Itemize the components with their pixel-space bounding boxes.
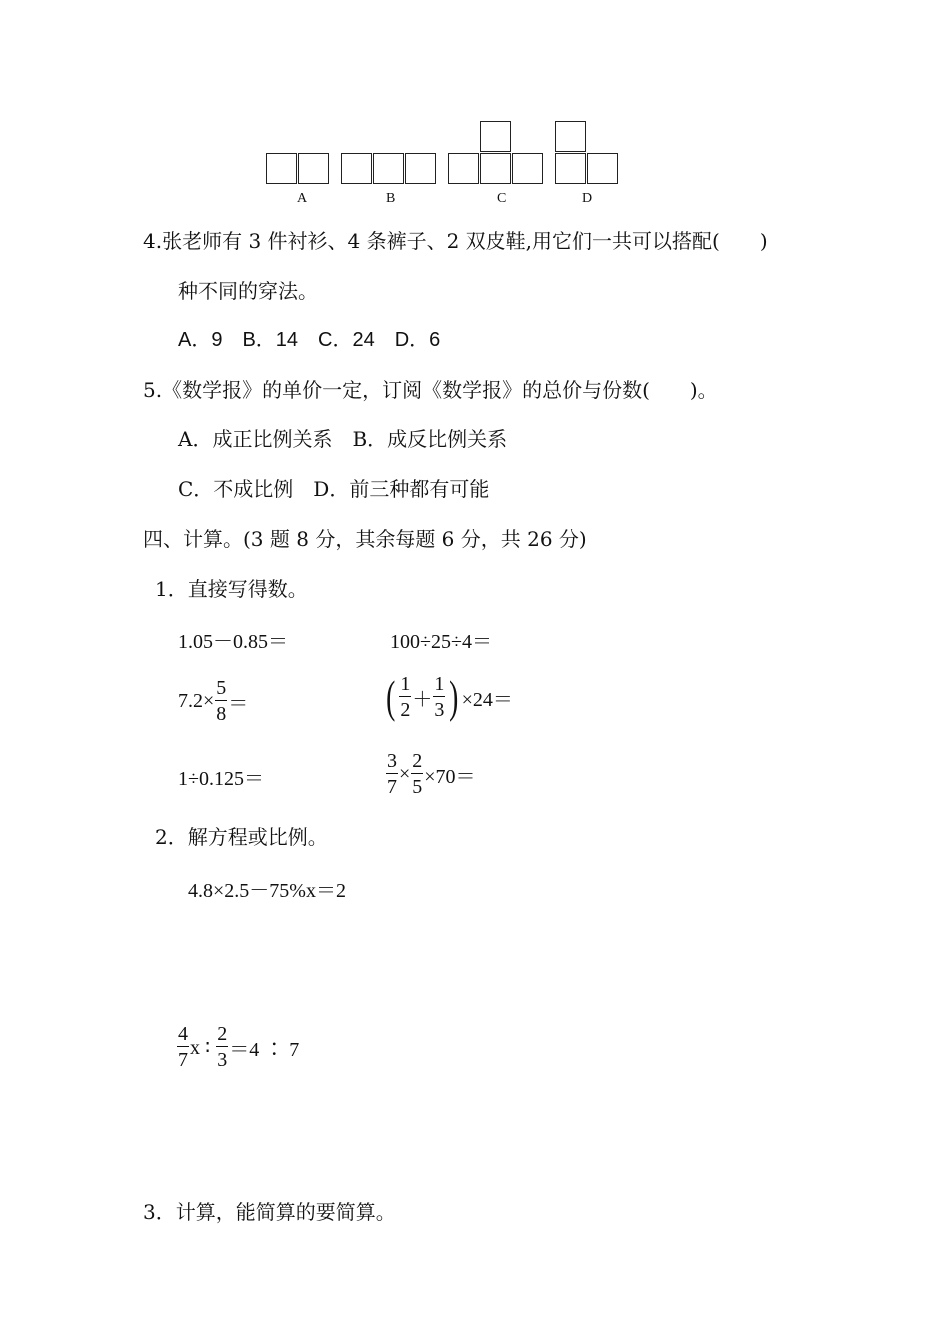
net-d-cell — [555, 121, 586, 152]
q4-stem-line2: 种不同的穿法。 — [178, 279, 318, 303]
net-c-cell — [480, 121, 511, 152]
net-a-cell — [266, 153, 297, 184]
fraction-numerator: 1 — [400, 673, 411, 695]
fraction-denominator: 3 — [434, 699, 445, 721]
expr-4 — [383, 671, 513, 722]
fraction — [386, 751, 398, 797]
equation-2-middle: x ∶ — [190, 1036, 216, 1059]
cube-net-figure — [0, 0, 950, 215]
part3-title: 3．计算，能简算的要简算。 — [143, 1200, 396, 1224]
expr-5: 1÷0.125＝ — [178, 768, 264, 790]
expr-6-suffix: ×70＝ — [424, 765, 476, 788]
q5-options-row1: A．成正比例关系 B．成反比例关系 — [178, 427, 508, 451]
net-c-cell — [512, 153, 543, 184]
fraction-numerator: 2 — [412, 750, 423, 772]
fraction — [399, 674, 411, 720]
net-a-label: A — [297, 191, 308, 206]
fraction-denominator: 5 — [412, 776, 423, 798]
expr-3-prefix: 7.2× — [178, 689, 215, 712]
fraction-denominator: 8 — [216, 703, 227, 725]
expr-1: 1.05－0.85＝ — [178, 631, 288, 653]
fraction — [411, 751, 423, 797]
net-d-cell — [555, 153, 586, 184]
section-heading: 四、计算。(3 题 8 分，其余每题 6 分，共 26 分) — [143, 527, 587, 551]
fraction-denominator: 3 — [217, 1049, 228, 1071]
net-c-cell — [448, 153, 479, 184]
expr-6 — [385, 751, 476, 797]
right-paren: ) — [449, 671, 459, 722]
part1-title: 1．直接写得数。 — [155, 577, 308, 601]
fraction-denominator: 2 — [400, 699, 411, 721]
equation-1: 4.8×2.5－75%x＝2 — [188, 880, 346, 902]
plus-sign: ＋ — [412, 688, 433, 711]
expr-3 — [178, 678, 248, 724]
fraction — [215, 678, 227, 724]
fraction — [433, 674, 445, 720]
expr-3-suffix: ＝ — [228, 692, 249, 715]
left-paren: ( — [386, 671, 396, 722]
fraction-denominator: 7 — [178, 1049, 188, 1071]
q5-options-row2: C．不成比例 D．前三种都有可能 — [178, 477, 490, 501]
equation-2-suffix: ＝4 ∶ 7 — [229, 1038, 300, 1061]
net-b-cell — [405, 153, 436, 184]
times-sign: × — [399, 762, 411, 785]
q5-stem: 5.《数学报》的单价一定，订阅《数学报》的总价与份数( )。 — [143, 378, 718, 402]
fraction-numerator: 4 — [178, 1023, 188, 1045]
equation-2 — [176, 1024, 299, 1070]
fraction — [216, 1024, 228, 1070]
net-a-cell — [298, 153, 329, 184]
expr-4-suffix: ×24＝ — [461, 688, 513, 711]
net-c-label: C — [497, 191, 507, 206]
part2-title: 2．解方程或比例。 — [155, 825, 328, 849]
net-b-cell — [373, 153, 404, 184]
q4-stem-line1: 4.张老师有 3 件衬衫、4 条裤子、2 双皮鞋,用它们一共可以搭配( ) — [143, 229, 768, 253]
fraction-numerator: 5 — [216, 677, 227, 699]
fraction-numerator: 1 — [434, 673, 445, 695]
fraction-denominator: 7 — [387, 776, 397, 798]
net-b-cell — [341, 153, 372, 184]
fraction-numerator: 2 — [217, 1023, 228, 1045]
fraction — [177, 1024, 189, 1070]
q4-options: A．9 B．14 C．24 D．6 — [178, 329, 441, 351]
expr-2: 100÷25÷4＝ — [390, 631, 492, 653]
net-c-cell — [480, 153, 511, 184]
net-b-label: B — [386, 191, 396, 206]
net-d-cell — [587, 153, 618, 184]
fraction-numerator: 3 — [387, 750, 397, 772]
net-d-label: D — [582, 191, 593, 206]
